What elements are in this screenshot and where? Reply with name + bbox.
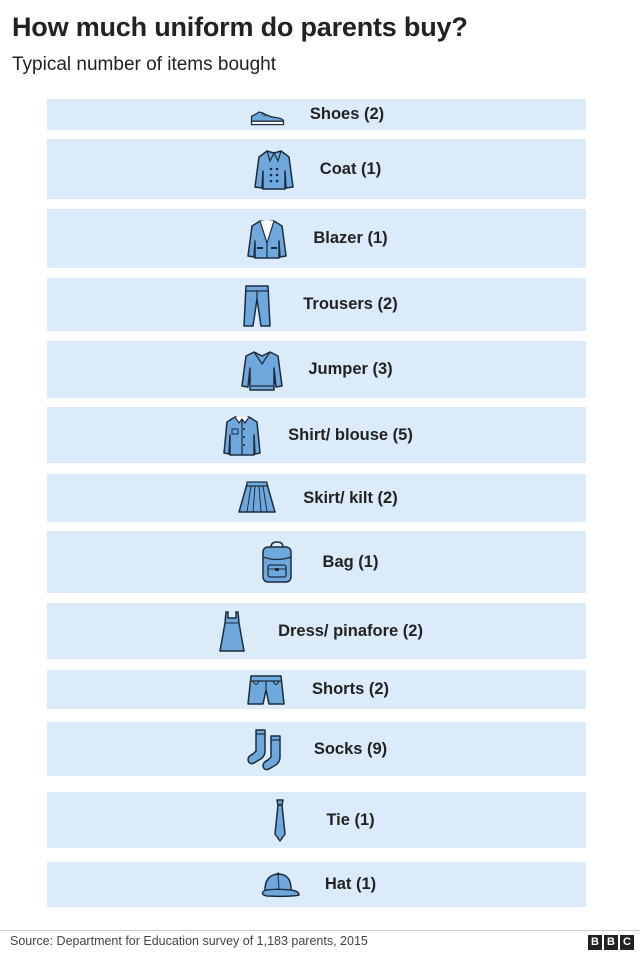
- coat-icon: [252, 147, 296, 191]
- shoe-icon: [249, 96, 286, 133]
- item-label: Tie (1): [326, 810, 375, 829]
- shorts-icon: [244, 668, 288, 712]
- shirt-icon: [220, 413, 264, 457]
- chart-row: [47, 209, 586, 268]
- row-content: [220, 413, 413, 457]
- chart-subtitle: Typical number of items bought: [12, 54, 277, 75]
- item-label: Blazer (1): [313, 229, 388, 247]
- dress-icon: [210, 609, 254, 653]
- jumper-icon: [240, 348, 284, 392]
- trousers-icon: [235, 283, 279, 327]
- chart-row: [47, 341, 586, 398]
- blazer-icon: [245, 217, 289, 261]
- bag-icon: [255, 540, 299, 584]
- chart-row: [47, 139, 586, 199]
- chart-row: [47, 531, 586, 593]
- chart-row: [47, 474, 586, 522]
- row-content: [235, 283, 397, 327]
- socks-icon: [246, 727, 290, 771]
- item-label: Shirt/ blouse (5): [288, 425, 413, 444]
- row-content: [249, 96, 384, 133]
- bbc-logo: [588, 935, 634, 950]
- chart-row: [47, 670, 586, 709]
- chart-row: [47, 722, 586, 776]
- item-label: Coat (1): [319, 159, 382, 178]
- row-content: [244, 668, 389, 712]
- item-label: Skirt/ kilt (2): [303, 488, 398, 507]
- row-content: [258, 798, 374, 842]
- logo-letter-c: C: [620, 935, 634, 950]
- logo-letter-b1: B: [588, 935, 602, 950]
- chart-row: [47, 862, 586, 907]
- item-label: Shoes (2): [309, 105, 385, 123]
- row-content: [257, 863, 376, 907]
- skirt-icon: [235, 476, 279, 520]
- chart-row: [47, 407, 586, 463]
- row-content: [246, 727, 387, 771]
- row-content: [252, 147, 381, 191]
- item-label: Bag (1): [322, 552, 379, 571]
- row-content: [245, 217, 387, 261]
- item-label: Trousers (2): [303, 295, 398, 313]
- item-label: Dress/ pinafore (2): [278, 621, 423, 640]
- chart-row: [47, 278, 586, 331]
- source-note: Source: Department for Education survey of 1,183 parents, 2015: [10, 934, 368, 948]
- row-content: [210, 609, 423, 653]
- chart-row: [47, 603, 586, 659]
- item-label: Socks (9): [313, 739, 388, 758]
- logo-letter-b2: B: [604, 935, 618, 950]
- row-content: [240, 348, 392, 392]
- item-label: Hat (1): [324, 875, 377, 893]
- chart-title: How much uniform do parents buy?: [12, 12, 468, 42]
- row-content: [255, 540, 379, 584]
- footer-divider: [0, 930, 640, 931]
- chart-row: [47, 99, 586, 130]
- row-content: [235, 476, 397, 520]
- hat-icon: [257, 863, 301, 907]
- tie-icon: [258, 798, 302, 842]
- chart-row: [47, 792, 586, 848]
- item-label: Shorts (2): [311, 680, 389, 698]
- item-label: Jumper (3): [308, 360, 393, 378]
